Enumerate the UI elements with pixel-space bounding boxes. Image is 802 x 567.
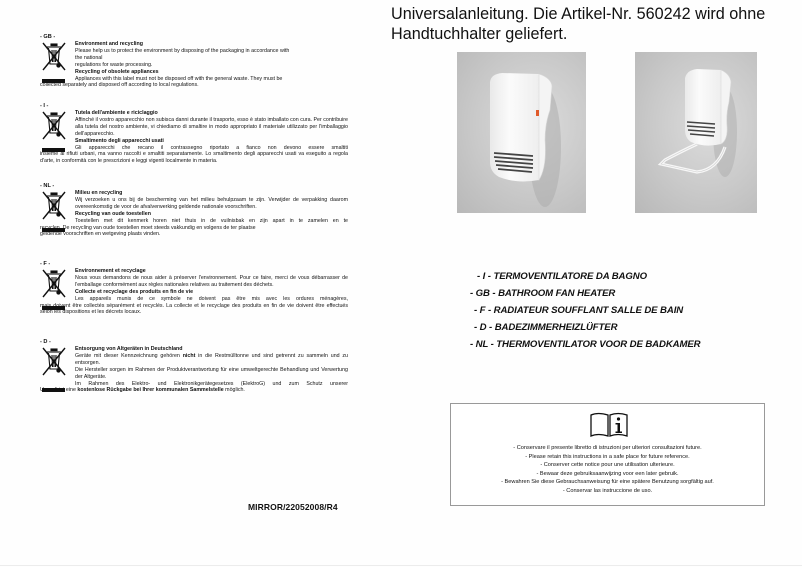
product-name-de: - D - BADEZIMMERHEIZLÜFTER	[474, 322, 618, 333]
paragraph: Les appareils munis de ce symbole ne doivent pas être mis avec les ordures ménagères,	[75, 295, 348, 302]
section-body	[40, 190, 348, 238]
paragraph-line: recyclen. De recycling van oude toestellen moet steeds vakkundig en volgens de ter plaatse	[40, 224, 256, 231]
info-line-de: - Bewahren Sie diese Gebrauchsanweisung für eine spätere Benutzung sorgfältig auf.	[501, 479, 714, 486]
section-nl	[40, 183, 348, 259]
paragraph: Toestellen met dit kenmerk horen niet thuis in de vuilnisbak en zijn apart in te zamelen en te	[75, 217, 348, 224]
language-code: - NL -	[40, 183, 55, 189]
heater-towel-illustration-icon	[635, 52, 757, 213]
paragraph: Affinché il vostro apparecchio non subisca danni durante il trasporto, esso è stato imballato con cura. Per contribuire alla tutela del nostro ambiente, vi chiediamo di smaltire in modo appropriato il materiale utilizzato per l'imballaggio dell'apparecchio.	[75, 116, 348, 137]
section-gb	[40, 34, 348, 100]
info-line-es: - Conservar las instruccione de uso.	[562, 487, 653, 494]
section-body	[40, 268, 348, 316]
product-name-nl: - NL - THERMOVENTILATOR VOOR DE BADKAMER	[470, 339, 701, 350]
section-body	[40, 346, 348, 394]
paragraph-line: Appliances with this label must not be disposed off with the general waste. They must be	[75, 75, 283, 82]
weee-bin-icon	[42, 42, 66, 72]
section-heading: Environment and recycling	[75, 41, 143, 47]
book-info-icon	[590, 411, 628, 437]
paragraph: Im Rahmen des Elektro- und Elektronikgerätegesetzes (ElektroG) und zum Schutz unserer	[75, 380, 348, 387]
info-line-it: - Conservare il presente libretto di istruzioni per ulteriori consultazioni future.	[513, 445, 702, 451]
paragraph-line: the national	[75, 54, 103, 61]
section-body	[40, 110, 348, 165]
text-run: Umwelt ist eine	[40, 387, 78, 394]
info-line-nl: - Bewaar deze gebruiksaanwijzing voor een later gebruik.	[536, 470, 679, 477]
section-heading: Tutela dell'ambiente e riciclaggio	[75, 110, 158, 116]
product-name-fr: - F - RADIATEUR SOUFFLANT SALLE DE BAIN	[474, 305, 684, 316]
paragraph: insieme ai rifiuti urbani, ma vanno raccolti e smaltiti separatamente. Lo smaltimento degli apparecchi usati va eseguito a regola d'arte, in conformità con le prescrizioni e leggi vigenti localmente in materia.	[40, 151, 348, 165]
product-name-it: - I - TERMOVENTILATORE DA BAGNO	[477, 271, 647, 282]
info-line-fr: - Conserver cette notice pour une utilisation ulterieure.	[540, 462, 675, 469]
language-code: - D -	[40, 339, 51, 345]
language-code: - GB -	[40, 34, 56, 40]
document-reference: MIRROR/22052008/R4	[248, 502, 338, 512]
section-body	[40, 41, 348, 89]
section-heading: Entsorgung von Altgeräten in Deutschland	[75, 346, 183, 352]
retain-instructions-box	[450, 403, 765, 506]
section-heading: Collecte et recyclage des produits en fin de vie	[75, 288, 194, 295]
product-name-gb: - GB - BATHROOM FAN HEATER	[470, 288, 616, 299]
section-fr	[40, 261, 348, 337]
paragraph-line: geldende voorschriften en wetgeving plaats vinden.	[40, 231, 161, 238]
language-code: - F -	[40, 261, 51, 267]
text-run: in die Restmülltonne und sind getrennt zu sammeln und zu entsorgen.	[75, 352, 348, 366]
page-headline: Universalanleitung. Die Artikel-Nr. 560242 wird ohne Handtuchhalter geliefert.	[391, 5, 766, 43]
weee-bin-icon	[42, 191, 66, 221]
paragraph-line: Please help us to protect the environment by disposing of the packaging in accordance with	[75, 47, 290, 54]
section-de	[40, 339, 348, 409]
text-run: Geräte mit dieser Kennzeichnung gehören	[75, 352, 183, 359]
section-heading: Smaltimento degli apparecchi usati	[75, 137, 164, 144]
section-heading: Environnement et recyclage	[75, 268, 146, 274]
product-photo-heater-with-towel-holder	[635, 52, 757, 213]
text-run-bold: kostenlose Rückgabe bei Ihrer kommunalen Sammelstelle	[77, 387, 224, 394]
paragraph: Wij verzoeken u ons bij de bescherming van het milieu behulpzaam te zijn. Verwijder de verpakking daarom overeenkomstig de voor de afvalverwerking geldende nationale voorschriften.	[75, 196, 348, 210]
weee-bin-icon	[42, 269, 66, 299]
page-bottom-divider	[0, 565, 802, 566]
paragraph-line: regulations for waste processing.	[75, 61, 153, 68]
product-name-list	[470, 268, 701, 353]
section-it	[40, 103, 348, 179]
heater-illustration-icon	[457, 52, 586, 213]
paragraph: Die Hersteller sorgen im Rahmen der Produktverantwortung für eine umweltgerechte Behandlung und Verwertung der Altgeräte.	[75, 366, 348, 380]
product-photo-heater	[457, 52, 586, 213]
paragraph	[75, 353, 348, 367]
paragraph: Nous vous demandons de nous aider à préserver l'environnement. Pour ce faire, merci de vous débarrasser de l'emballage conformément aux règles nationales relatives au traitement des déchets.	[75, 274, 348, 288]
text-run-bold: nicht	[182, 352, 196, 359]
section-heading: Recycling of obsolete appliances	[75, 68, 159, 75]
text-run: möglich.	[223, 387, 245, 394]
section-heading: Milieu en recycling	[75, 190, 123, 196]
retain-instructions-text	[451, 444, 764, 496]
section-heading: Recycling van oude toestellen	[75, 210, 151, 217]
weee-bin-icon	[42, 111, 66, 141]
paragraph: mais doivent être collectés séparément et recyclés. La collecte et le recyclage des produits en fin de vie doivent être effectués selon les dispositions et les décrets locaux.	[40, 302, 348, 316]
paragraph: Gli apparecchi che recano il contrassegno riportato a fianco non devono essere smaltiti	[75, 144, 348, 151]
language-code: - I -	[40, 103, 49, 109]
paragraph	[40, 387, 348, 394]
paragraph-line: collected separately and disposed off according to local regulations.	[40, 82, 199, 89]
weee-bin-icon	[42, 347, 66, 377]
info-line-gb: - Please retain this instructions in a safe place for future reference.	[525, 453, 690, 460]
